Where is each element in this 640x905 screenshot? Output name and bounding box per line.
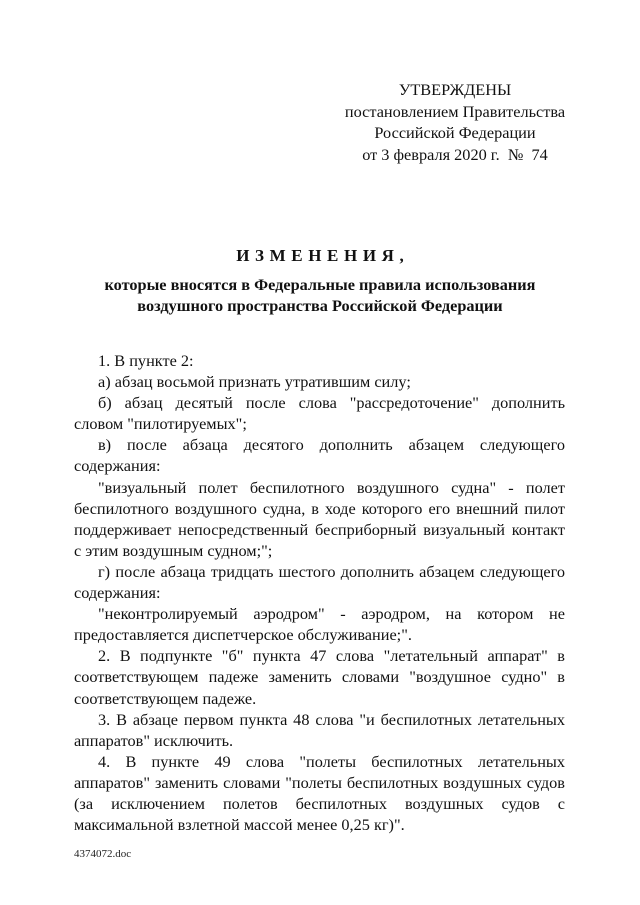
title-block	[0, 246, 640, 316]
body-paragraph: а) абзац восьмой признать утратившим силу;	[98, 372, 411, 392]
body-paragraph: "неконтролируемый аэродром" - аэродром, на котором не предоставляется диспетчерское обслуживание;".	[74, 604, 565, 645]
body-paragraph: б) абзац десятый после слова "рассредоточение" дополнить словом "пилотируемых";	[74, 393, 565, 434]
body-paragraph: в) после абзаца десятого дополнить абзацем следующего содержания:	[74, 435, 565, 476]
body-paragraph: 1. В пункте 2:	[98, 351, 194, 370]
approval-line-approved: УТВЕРЖДЕНЫ	[398, 80, 512, 99]
approval-line-federation: Российской Федерации	[374, 123, 536, 142]
approval-line-resolution: постановлением Правительства	[344, 101, 566, 121]
body-paragraph: 4. В пункте 49 слова "полеты беспилотных летательных аппаратов" заменить словами "полеты беспилотных воздушных судов (за исключением полетов беспилотных воздушных судов с максимальной взлетной массой менее 0,25 кг)".	[74, 751, 565, 835]
filename-footer: 4374072.doc	[74, 848, 132, 860]
document-body	[74, 350, 565, 835]
body-paragraph: г) после абзаца тридцать шестого дополнить абзацем следующего содержания:	[74, 561, 565, 603]
body-paragraph: 2. В подпункте "б" пункта 47 слова "летательный аппарат" в соответствующем падеже заменить словами "воздушное судно" в соответствующем падеже.	[74, 646, 565, 708]
approval-block	[330, 79, 580, 165]
approval-line-date-number: от 3 февраля 2020 г. № 74	[362, 144, 548, 164]
body-paragraph: 3. В абзаце первом пункта 48 слова "и беспилотных летательных аппаратов" исключить.	[74, 709, 565, 750]
body-paragraph: "визуальный полет беспилотного воздушного судна" - полет беспилотного воздушного судна, в ходе которого его внешний пилот поддерживает непосредственный бесприборный визуальный контакт с этим воздушным судном;";	[74, 477, 565, 560]
document-title: ИЗМЕНЕНИЯ,	[236, 246, 410, 265]
document-subtitle: которые вносятся в Федеральные правила использования воздушного пространства Российской Федерации	[104, 275, 536, 315]
